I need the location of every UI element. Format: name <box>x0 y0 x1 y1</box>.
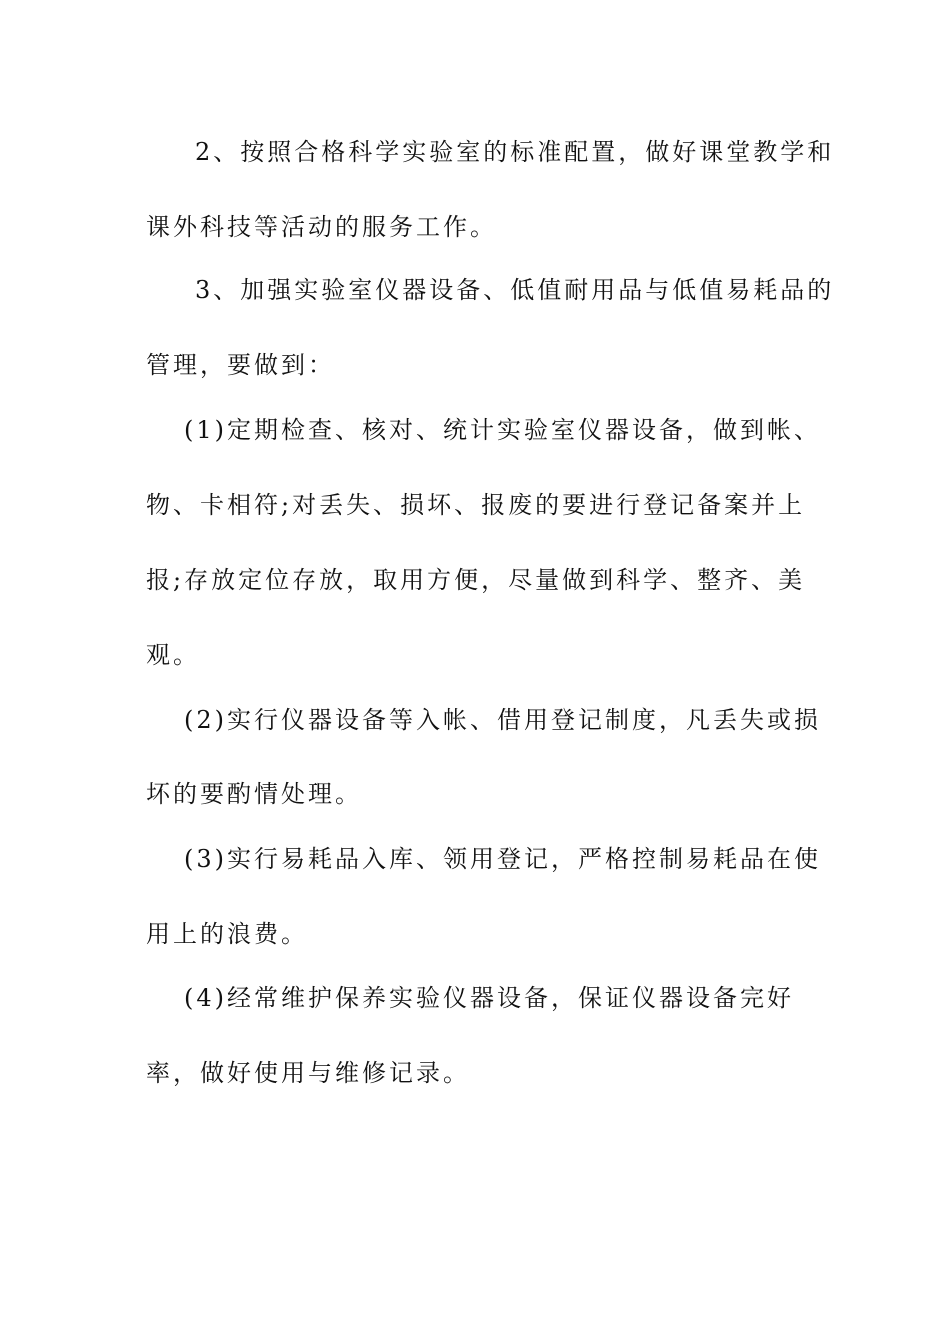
paragraph-3-line-4: 观。 <box>146 641 200 669</box>
paragraph-1-line-2: 课外科技等活动的服务工作。 <box>146 213 497 241</box>
paragraph-4-line-2: 坏的要酌情处理。 <box>146 780 362 808</box>
paragraph-3-line-1: (1)定期检查、核对、统计实验室仪器设备，做到帐、 <box>184 416 821 444</box>
paragraph-4-line-1: (2)实行仪器设备等入帐、借用登记制度，凡丢失或损 <box>184 706 821 734</box>
paragraph-6-line-1: (4)经常维护保养实验仪器设备，保证仪器设备完好 <box>184 984 794 1012</box>
paragraph-6-line-2: 率，做好使用与维修记录。 <box>146 1059 470 1087</box>
paragraph-3-line-2: 物、卡相符;对丢失、损坏、报废的要进行登记备案并上 <box>146 491 806 519</box>
paragraph-2-line-2: 管理，要做到： <box>146 351 335 379</box>
paragraph-5-line-2: 用上的浪费。 <box>146 920 308 948</box>
paragraph-2-line-1: 3、加强实验室仪器设备、低值耐用品与低值易耗品的 <box>195 276 835 304</box>
paragraph-1-line-1: 2、按照合格科学实验室的标准配置，做好课堂教学和 <box>195 138 835 166</box>
paragraph-5-line-1: (3)实行易耗品入库、领用登记，严格控制易耗品在使 <box>184 845 821 873</box>
paragraph-3-line-3: 报;存放定位存放，取用方便，尽量做到科学、整齐、美 <box>146 566 806 594</box>
